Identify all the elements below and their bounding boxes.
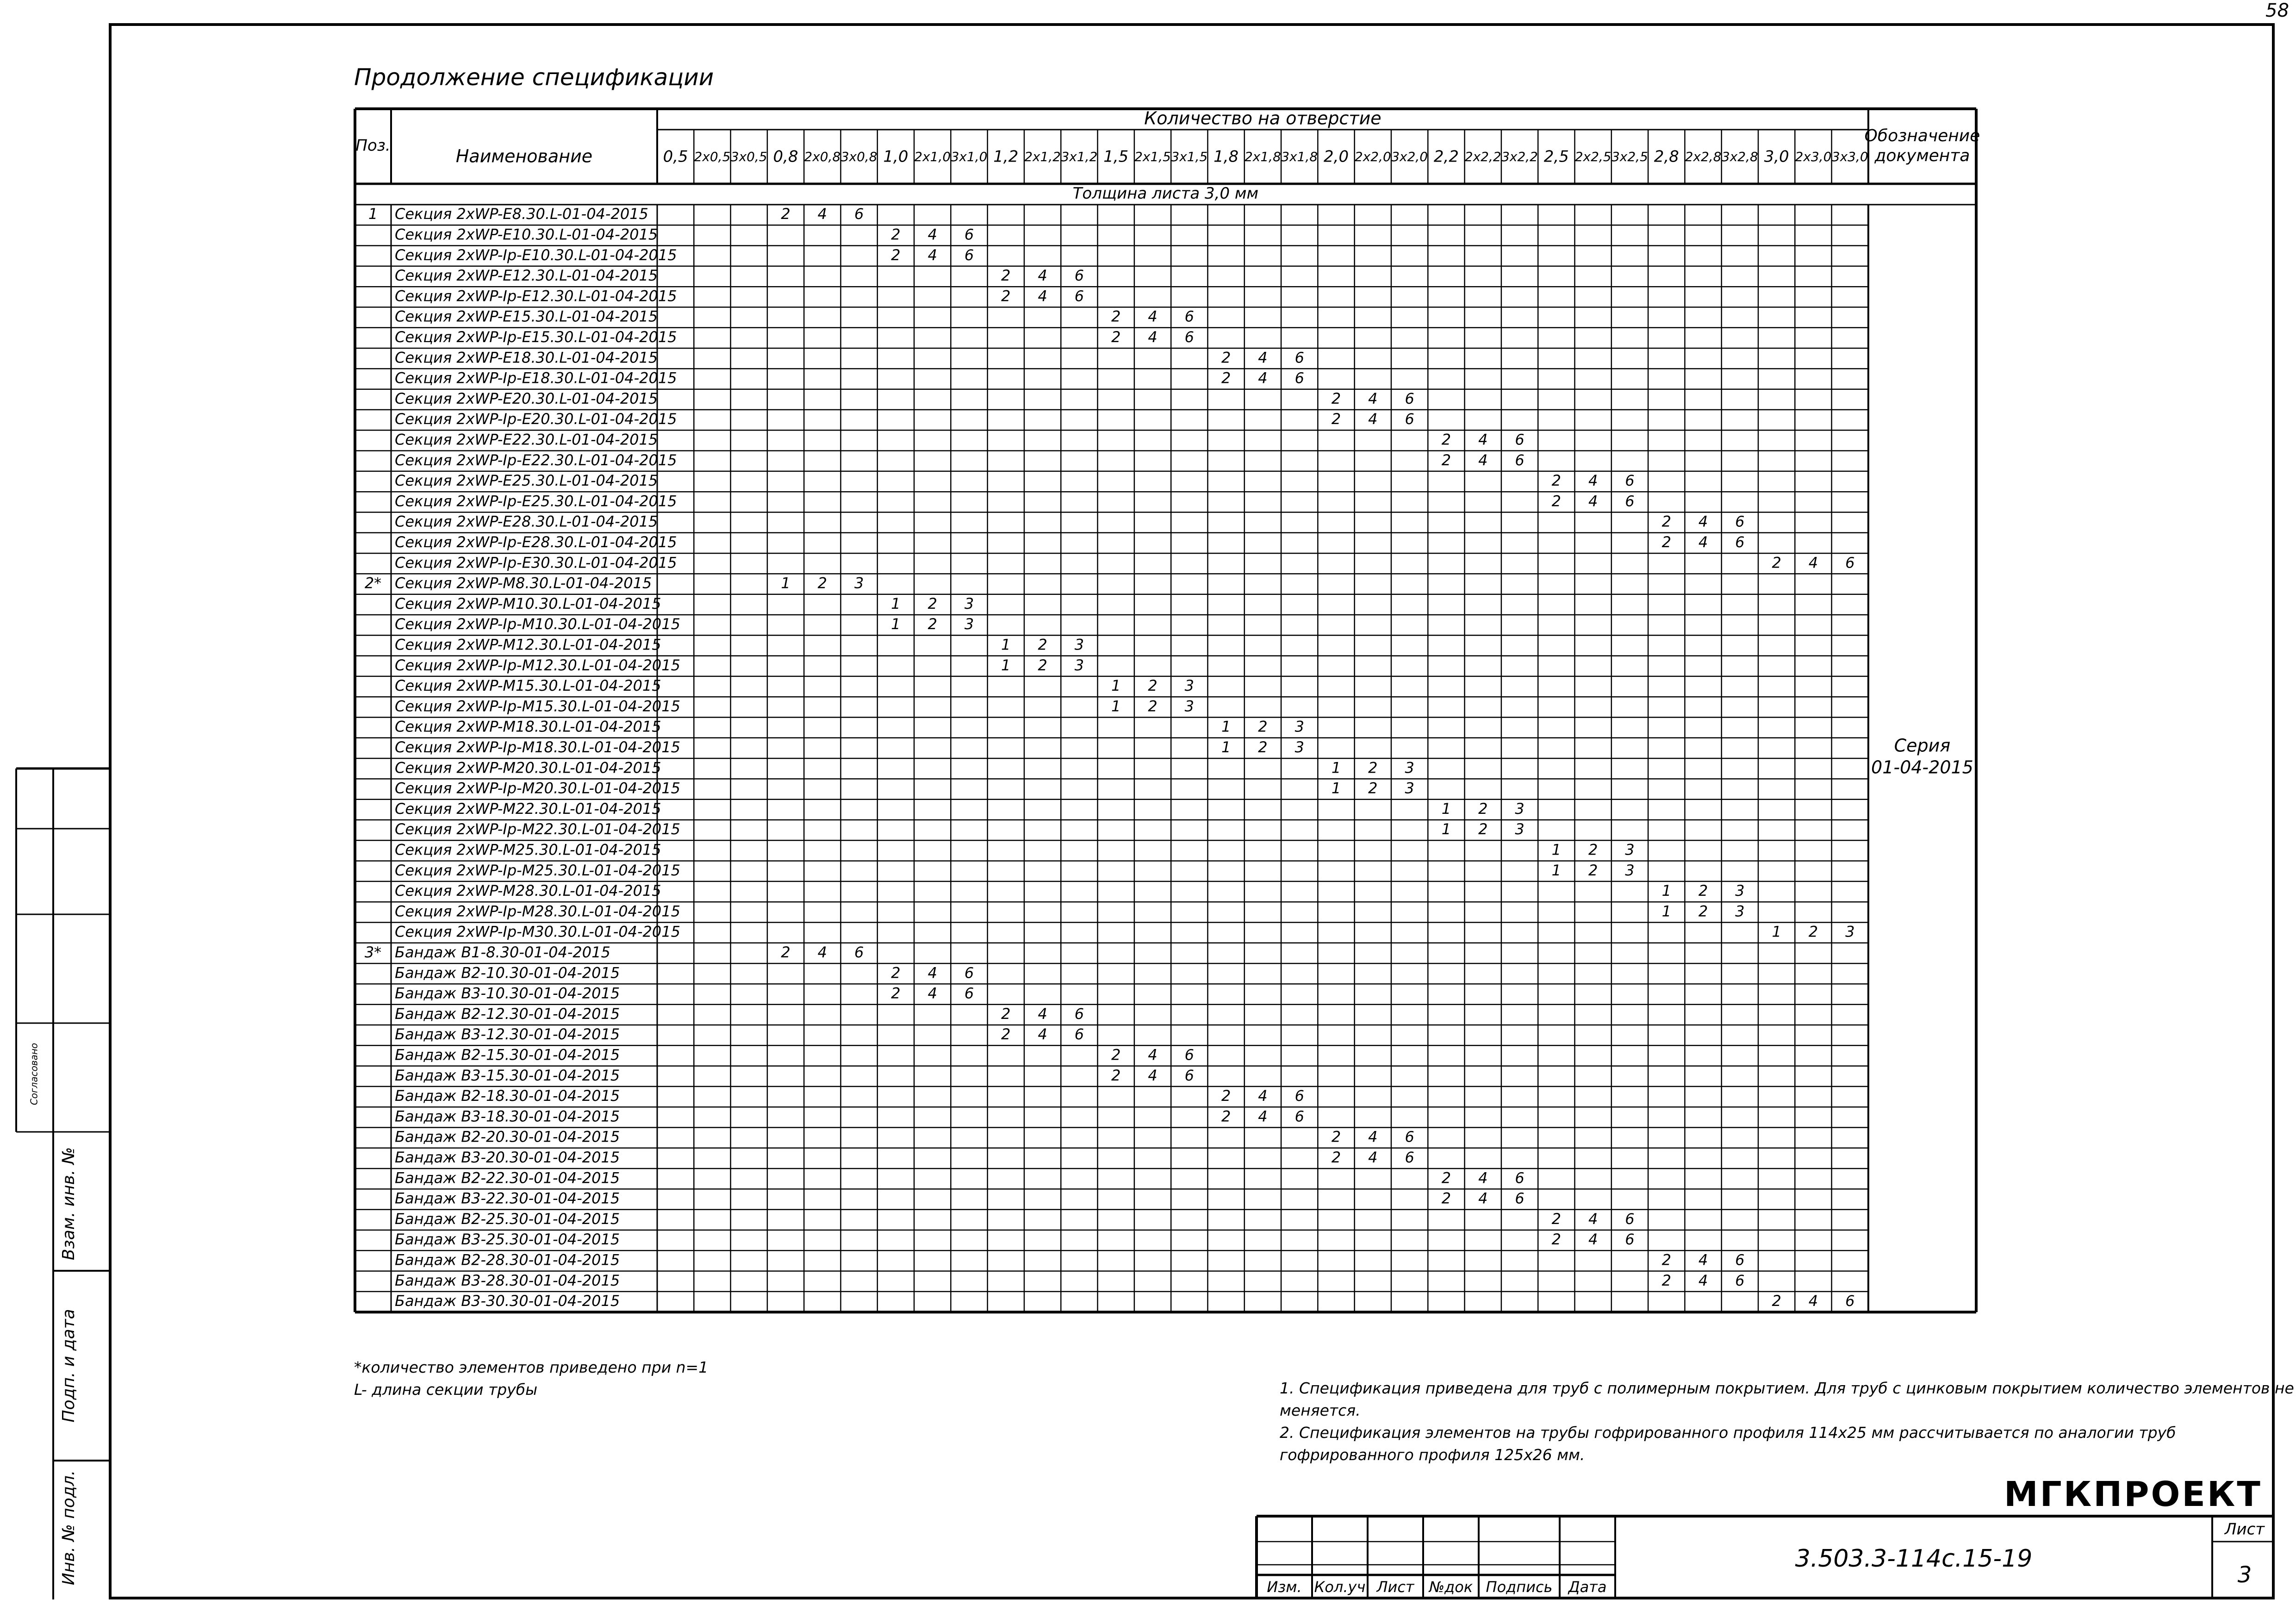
row-qty-value: 6 bbox=[1294, 369, 1304, 387]
row-qty-value: 6 bbox=[1735, 533, 1745, 551]
header-column-18: 3x1,8 bbox=[1281, 149, 1318, 164]
row-qty-value: 2 bbox=[1368, 759, 1378, 777]
header-column-5: 2x0,8 bbox=[804, 149, 841, 164]
header-column-32: 2x3,0 bbox=[1795, 149, 1832, 164]
row-name: Бандаж B1-8.30-01-04-2015 bbox=[395, 943, 610, 961]
row-qty-value: 3 bbox=[964, 594, 974, 612]
row-qty-value: 6 bbox=[964, 246, 974, 264]
row-name: Секция 2хWP-M18.30.L-01-04-2015 bbox=[395, 718, 661, 736]
row-qty-value: 2 bbox=[1478, 800, 1488, 818]
header-column-24: 3x2,2 bbox=[1501, 149, 1538, 164]
row-qty-value: 2 bbox=[1331, 1128, 1341, 1146]
header-column-12: 3x1,2 bbox=[1061, 149, 1098, 164]
note-1: 1. Спецификация приведена для труб с полимерным покрытием. Для труб с цинковым покрытием количество элементов не меняется. bbox=[1280, 1379, 2294, 1419]
row-name: Секция 2хWP-Ip-M22.30.L-01-04-2015 bbox=[395, 820, 680, 838]
row-name: Секция 2хWP-M22.30.L-01-04-2015 bbox=[395, 800, 661, 818]
header-column-14: 2x1,5 bbox=[1134, 149, 1171, 164]
header-column-11: 2x1,2 bbox=[1024, 149, 1061, 164]
row-qty-value: 1 bbox=[1551, 841, 1562, 859]
row-qty-value: 6 bbox=[1625, 1230, 1635, 1249]
row-qty-value: 2 bbox=[1001, 287, 1011, 305]
row-qty-value: 6 bbox=[1625, 472, 1635, 490]
row-name: Бандаж B2-10.30-01-04-2015 bbox=[395, 964, 620, 982]
row-qty-value: 6 bbox=[1845, 554, 1855, 572]
row-qty-value: 1 bbox=[1111, 697, 1121, 715]
header-column-29: 2x2,8 bbox=[1685, 149, 1722, 164]
row-qty-value: 3 bbox=[1405, 779, 1414, 797]
header-column-30: 3x2,8 bbox=[1721, 149, 1758, 164]
row-name: Секция 2хWP-E10.30.L-01-04-2015 bbox=[395, 225, 658, 244]
row-qty-value: 4 bbox=[1148, 307, 1157, 325]
header-column-7: 1,0 bbox=[883, 147, 908, 166]
row-qty-value: 4 bbox=[1368, 410, 1378, 428]
row-name: Секция 2хWP-Ip-M25.30.L-01-04-2015 bbox=[395, 861, 680, 879]
row-qty-value: 4 bbox=[1368, 1148, 1378, 1166]
row-qty-value: 2 bbox=[1551, 1230, 1562, 1249]
row-name: Секция 2хWP-Ip-E12.30.L-01-04-2015 bbox=[395, 287, 677, 305]
stamp-header-1: Изм. bbox=[1267, 1578, 1302, 1596]
row-qty-value: 4 bbox=[1258, 369, 1268, 387]
row-qty-value: 2 bbox=[1111, 1066, 1121, 1084]
header-column-4: 0,8 bbox=[773, 147, 798, 166]
row-name: Секция 2хWP-Ip-M15.30.L-01-04-2015 bbox=[395, 697, 680, 715]
signature-date-label: Подп. и дата bbox=[59, 1309, 78, 1423]
row-name: Секция 2хWP-Ip-M18.30.L-01-04-2015 bbox=[395, 738, 680, 756]
sheet-label: Лист bbox=[2224, 1520, 2265, 1539]
row-qty-value: 2 bbox=[1441, 431, 1451, 449]
row-qty-value: 3 bbox=[1515, 820, 1524, 838]
row-qty-value: 1 bbox=[1221, 738, 1231, 756]
row-qty-value: 6 bbox=[1074, 1005, 1084, 1023]
row-qty-value: 2 bbox=[781, 943, 790, 961]
row-pos: 2* bbox=[364, 574, 382, 592]
row-qty-value: 4 bbox=[927, 984, 937, 1002]
header-column-1: 0,5 bbox=[663, 147, 688, 166]
row-qty-value: 4 bbox=[817, 205, 828, 223]
row-qty-value: 2 bbox=[1331, 1148, 1341, 1166]
row-qty-value: 1 bbox=[1001, 656, 1011, 674]
row-qty-value: 2 bbox=[1111, 328, 1121, 346]
row-name: Секция 2хWP-E15.30.L-01-04-2015 bbox=[395, 307, 658, 325]
row-qty-value: 4 bbox=[1588, 1210, 1598, 1228]
row-qty-value: 2 bbox=[1588, 861, 1598, 879]
row-qty-value: 4 bbox=[1588, 1230, 1598, 1249]
row-name: Секция 2хWP-Ip-E28.30.L-01-04-2015 bbox=[395, 533, 677, 551]
row-qty-value: 2 bbox=[1661, 533, 1671, 551]
row-qty-value: 2 bbox=[1258, 738, 1268, 756]
row-name: Секция 2хWP-M10.30.L-01-04-2015 bbox=[395, 594, 661, 612]
header-column-15: 3x1,5 bbox=[1171, 149, 1208, 164]
row-qty-value: 4 bbox=[1698, 1251, 1708, 1269]
stamp-header-6: Дата bbox=[1568, 1578, 1607, 1596]
row-qty-value: 2 bbox=[1148, 697, 1157, 715]
row-qty-value: 6 bbox=[1735, 1251, 1745, 1269]
row-qty-value: 4 bbox=[1038, 287, 1047, 305]
row-qty-value: 2 bbox=[1441, 1189, 1451, 1207]
row-qty-value: 4 bbox=[927, 246, 937, 264]
section-title: Толщина листа 3,0 мм bbox=[1072, 184, 1259, 203]
doc-series: Серия bbox=[1894, 735, 1951, 756]
page-title: Продолжение спецификации bbox=[354, 64, 714, 91]
row-qty-value: 3 bbox=[1735, 882, 1745, 900]
header-name: Наименование bbox=[455, 146, 593, 167]
row-name: Секция 2хWP-M15.30.L-01-04-2015 bbox=[395, 677, 661, 695]
row-qty-value: 3 bbox=[1625, 841, 1635, 859]
row-qty-value: 2 bbox=[1331, 410, 1341, 428]
row-qty-value: 4 bbox=[1148, 1046, 1157, 1064]
header-column-23: 2x2,2 bbox=[1464, 149, 1501, 164]
row-qty-value: 3 bbox=[1074, 636, 1084, 654]
row-qty-value: 3 bbox=[1184, 677, 1195, 695]
row-name: Бандаж B3-20.30-01-04-2015 bbox=[395, 1148, 620, 1166]
company-logo: МГКПРОЕКТ bbox=[2004, 1474, 2262, 1514]
row-qty-value: 6 bbox=[1625, 492, 1635, 510]
row-qty-value: 4 bbox=[1148, 328, 1157, 346]
row-name: Секция 2хWP-Ip-E10.30.L-01-04-2015 bbox=[395, 246, 677, 264]
row-qty-value: 2 bbox=[1478, 820, 1488, 838]
row-qty-value: 4 bbox=[1258, 349, 1268, 367]
row-qty-value: 1 bbox=[1441, 820, 1451, 838]
row-qty-value: 6 bbox=[1625, 1210, 1635, 1228]
row-qty-value: 3 bbox=[1405, 759, 1414, 777]
row-qty-value: 2 bbox=[1148, 677, 1157, 695]
row-name: Бандаж B3-22.30-01-04-2015 bbox=[395, 1189, 620, 1207]
row-qty-value: 1 bbox=[1441, 800, 1451, 818]
row-qty-value: 1 bbox=[1221, 718, 1231, 736]
stamp-header-2: Кол.уч bbox=[1314, 1578, 1366, 1596]
row-qty-value: 2 bbox=[927, 615, 937, 633]
row-qty-value: 6 bbox=[1515, 1169, 1524, 1187]
row-qty-value: 1 bbox=[1331, 779, 1341, 797]
row-qty-value: 2 bbox=[891, 984, 901, 1002]
row-qty-value: 6 bbox=[1405, 1128, 1414, 1146]
row-qty-value: 2 bbox=[1368, 779, 1378, 797]
row-qty-value: 6 bbox=[1405, 410, 1414, 428]
row-name: Секция 2хWP-M20.30.L-01-04-2015 bbox=[395, 759, 661, 777]
row-qty-value: 6 bbox=[1294, 349, 1304, 367]
row-qty-value: 1 bbox=[1111, 677, 1121, 695]
row-qty-value: 4 bbox=[1148, 1066, 1157, 1084]
row-qty-value: 2 bbox=[1258, 718, 1268, 736]
header-column-17: 2x1,8 bbox=[1244, 149, 1281, 164]
row-qty-value: 1 bbox=[1331, 759, 1341, 777]
row-qty-value: 6 bbox=[1184, 1046, 1195, 1064]
row-name: Секция 2хWP-E8.30.L-01-04-2015 bbox=[395, 205, 648, 223]
row-name: Бандаж B2-12.30-01-04-2015 bbox=[395, 1005, 620, 1023]
row-qty-value: 2 bbox=[1661, 512, 1671, 531]
footnote-1: *количество элементов приведено при n=1 bbox=[354, 1358, 709, 1376]
header-column-10: 1,2 bbox=[993, 147, 1019, 166]
row-name: Секция 2хWP-Ip-E25.30.L-01-04-2015 bbox=[395, 492, 677, 510]
row-qty-value: 3 bbox=[1515, 800, 1524, 818]
row-qty-value: 2 bbox=[891, 964, 901, 982]
row-qty-value: 1 bbox=[1661, 882, 1671, 900]
header-pos: Поз. bbox=[355, 136, 391, 155]
row-qty-value: 6 bbox=[1294, 1107, 1304, 1125]
row-qty-value: 2 bbox=[1441, 451, 1451, 469]
header-qty-group: Количество на отверстие bbox=[1144, 108, 1381, 129]
row-qty-value: 2 bbox=[1588, 841, 1598, 859]
row-qty-value: 3 bbox=[1294, 718, 1304, 736]
row-qty-value: 3 bbox=[1184, 697, 1195, 715]
row-qty-value: 6 bbox=[1184, 1066, 1195, 1084]
row-qty-value: 4 bbox=[1478, 431, 1488, 449]
row-qty-value: 4 bbox=[1368, 1128, 1378, 1146]
header-column-27: 3x2,5 bbox=[1611, 149, 1648, 164]
row-qty-value: 1 bbox=[1551, 861, 1562, 879]
row-qty-value: 2 bbox=[1551, 492, 1562, 510]
row-name: Бандаж B2-18.30-01-04-2015 bbox=[395, 1087, 620, 1105]
header-column-21: 3x2,0 bbox=[1391, 149, 1428, 164]
row-name: Бандаж B2-22.30-01-04-2015 bbox=[395, 1169, 620, 1187]
row-name: Бандаж B3-15.30-01-04-2015 bbox=[395, 1066, 620, 1084]
header-column-3: 3x0,5 bbox=[730, 149, 767, 164]
row-name: Секция 2хWP-M25.30.L-01-04-2015 bbox=[395, 841, 661, 859]
row-qty-value: 6 bbox=[1405, 1148, 1414, 1166]
original-inv-label: Инв. № подл. bbox=[59, 1470, 78, 1586]
row-qty-value: 2 bbox=[1661, 1271, 1671, 1289]
row-qty-value: 1 bbox=[1661, 902, 1671, 920]
row-qty-value: 3 bbox=[1735, 902, 1745, 920]
row-qty-value: 2 bbox=[1772, 554, 1781, 572]
row-qty-value: 2 bbox=[1038, 636, 1047, 654]
row-qty-value: 2 bbox=[1698, 882, 1708, 900]
row-qty-value: 4 bbox=[1368, 389, 1378, 407]
row-qty-value: 6 bbox=[1735, 512, 1745, 531]
replace-inv-label: Взам. инв. № bbox=[59, 1147, 78, 1261]
header-column-8: 2x1,0 bbox=[914, 149, 951, 164]
header-column-31: 3,0 bbox=[1764, 147, 1789, 166]
row-qty-value: 1 bbox=[1001, 636, 1011, 654]
row-qty-value: 6 bbox=[1735, 1271, 1745, 1289]
row-qty-value: 4 bbox=[1258, 1107, 1268, 1125]
row-qty-value: 6 bbox=[1294, 1087, 1304, 1105]
row-pos: 3* bbox=[364, 943, 382, 961]
row-qty-value: 2 bbox=[817, 574, 828, 592]
header-column-25: 2,5 bbox=[1543, 147, 1569, 166]
row-qty-value: 1 bbox=[891, 594, 901, 612]
page-number: 58 bbox=[2265, 0, 2289, 21]
row-qty-value: 2 bbox=[1808, 923, 1818, 941]
agreed-label: Согласовано bbox=[28, 1043, 40, 1106]
row-qty-value: 2 bbox=[1772, 1292, 1781, 1310]
row-qty-value: 2 bbox=[1221, 1087, 1231, 1105]
row-qty-value: 4 bbox=[1588, 472, 1598, 490]
row-qty-value: 4 bbox=[1588, 492, 1598, 510]
header-column-26: 2x2,5 bbox=[1574, 149, 1612, 164]
row-qty-value: 6 bbox=[964, 225, 974, 244]
header-column-20: 2x2,0 bbox=[1354, 149, 1391, 164]
header-column-9: 3x1,0 bbox=[951, 149, 988, 164]
row-qty-value: 2 bbox=[1038, 656, 1047, 674]
row-name: Секция 2хWP-E12.30.L-01-04-2015 bbox=[395, 267, 658, 285]
row-qty-value: 2 bbox=[1551, 472, 1562, 490]
row-qty-value: 6 bbox=[964, 964, 974, 982]
row-name: Секция 2хWP-Ip-M28.30.L-01-04-2015 bbox=[395, 902, 680, 920]
row-name: Секция 2хWP-Ip-M10.30.L-01-04-2015 bbox=[395, 615, 680, 633]
row-qty-value: 6 bbox=[1074, 287, 1084, 305]
row-name: Секция 2хWP-Ip-E15.30.L-01-04-2015 bbox=[395, 328, 677, 346]
row-qty-value: 3 bbox=[964, 615, 974, 633]
row-qty-value: 3 bbox=[1074, 656, 1084, 674]
drawing-designation: 3.503.3-114с.15-19 bbox=[1795, 1545, 2033, 1573]
row-qty-value: 3 bbox=[1294, 738, 1304, 756]
header-column-16: 1,8 bbox=[1213, 147, 1239, 166]
row-name: Секция 2хWP-M12.30.L-01-04-2015 bbox=[395, 636, 661, 654]
header-column-2: 2x0,5 bbox=[694, 149, 731, 164]
row-name: Секция 2хWP-M28.30.L-01-04-2015 bbox=[395, 882, 661, 900]
row-qty-value: 6 bbox=[854, 205, 864, 223]
row-name: Бандаж B2-15.30-01-04-2015 bbox=[395, 1046, 620, 1064]
row-qty-value: 6 bbox=[1515, 1189, 1524, 1207]
row-qty-value: 4 bbox=[1478, 1169, 1488, 1187]
row-qty-value: 4 bbox=[1478, 1189, 1488, 1207]
row-qty-value: 2 bbox=[1221, 369, 1231, 387]
row-qty-value: 6 bbox=[964, 984, 974, 1002]
row-name: Секция 2хWP-M8.30.L-01-04-2015 bbox=[395, 574, 652, 592]
row-qty-value: 2 bbox=[891, 246, 901, 264]
row-qty-value: 6 bbox=[1845, 1292, 1855, 1310]
row-qty-value: 6 bbox=[1515, 451, 1524, 469]
row-qty-value: 3 bbox=[854, 574, 864, 592]
row-name: Бандаж B2-28.30-01-04-2015 bbox=[395, 1251, 620, 1269]
row-qty-value: 2 bbox=[891, 225, 901, 244]
row-name: Бандаж B3-28.30-01-04-2015 bbox=[395, 1271, 620, 1289]
stamp-header-4: №док bbox=[1429, 1578, 1473, 1596]
row-qty-value: 2 bbox=[927, 594, 937, 612]
row-name: Секция 2хWP-Ip-M30.30.L-01-04-2015 bbox=[395, 923, 680, 941]
row-name: Секция 2хWP-Ip-E18.30.L-01-04-2015 bbox=[395, 369, 677, 387]
row-name: Секция 2хWP-E18.30.L-01-04-2015 bbox=[395, 349, 658, 367]
stamp-header-3: Лист bbox=[1376, 1578, 1414, 1596]
row-qty-value: 1 bbox=[1772, 923, 1781, 941]
row-name: Секция 2хWP-Ip-E30.30.L-01-04-2015 bbox=[395, 554, 677, 572]
row-qty-value: 6 bbox=[1074, 1025, 1084, 1043]
row-qty-value: 4 bbox=[927, 964, 937, 982]
row-qty-value: 2 bbox=[1111, 1046, 1121, 1064]
row-qty-value: 4 bbox=[1038, 267, 1047, 285]
row-qty-value: 4 bbox=[1038, 1025, 1047, 1043]
header-column-33: 3x3,0 bbox=[1831, 149, 1868, 164]
row-qty-value: 4 bbox=[1478, 451, 1488, 469]
row-qty-value: 6 bbox=[854, 943, 864, 961]
row-qty-value: 2 bbox=[1111, 307, 1121, 325]
row-qty-value: 2 bbox=[1001, 267, 1011, 285]
row-qty-value: 2 bbox=[1441, 1169, 1451, 1187]
row-name: Секция 2хWP-Ip-E22.30.L-01-04-2015 bbox=[395, 451, 677, 469]
header-doc: Обозначение bbox=[1864, 126, 1980, 145]
header-column-19: 2,0 bbox=[1324, 147, 1349, 166]
row-qty-value: 4 bbox=[1698, 1271, 1708, 1289]
row-name: Бандаж B3-30.30-01-04-2015 bbox=[395, 1292, 620, 1310]
row-name: Секция 2хWP-E25.30.L-01-04-2015 bbox=[395, 472, 658, 490]
stamp-header-5: Подпись bbox=[1486, 1578, 1553, 1596]
row-name: Бандаж B3-18.30-01-04-2015 bbox=[395, 1107, 620, 1125]
row-qty-value: 2 bbox=[1331, 389, 1341, 407]
row-name: Секция 2хWP-Ip-M12.30.L-01-04-2015 bbox=[395, 656, 680, 674]
row-name: Секция 2хWP-Ip-M20.30.L-01-04-2015 bbox=[395, 779, 680, 797]
row-name: Секция 2хWP-E28.30.L-01-04-2015 bbox=[395, 512, 658, 531]
row-qty-value: 4 bbox=[1258, 1087, 1268, 1105]
row-name: Бандаж B2-25.30-01-04-2015 bbox=[395, 1210, 620, 1228]
header-column-6: 3x0,8 bbox=[840, 149, 877, 164]
row-name: Бандаж B2-20.30-01-04-2015 bbox=[395, 1128, 620, 1146]
row-qty-value: 4 bbox=[817, 943, 828, 961]
row-qty-value: 6 bbox=[1184, 328, 1195, 346]
row-name: Секция 2хWP-E20.30.L-01-04-2015 bbox=[395, 389, 658, 407]
row-pos: 1 bbox=[368, 205, 378, 223]
row-qty-value: 6 bbox=[1405, 389, 1414, 407]
row-qty-value: 2 bbox=[1698, 902, 1708, 920]
row-qty-value: 4 bbox=[1698, 533, 1708, 551]
sheet-number: 3 bbox=[2237, 1562, 2252, 1588]
footnote-2: L- длина секции трубы bbox=[354, 1380, 538, 1399]
row-qty-value: 2 bbox=[1001, 1025, 1011, 1043]
row-name: Бандаж B3-25.30-01-04-2015 bbox=[395, 1230, 620, 1249]
row-qty-value: 2 bbox=[1551, 1210, 1562, 1228]
row-qty-value: 1 bbox=[891, 615, 901, 633]
row-qty-value: 4 bbox=[1698, 512, 1708, 531]
header-column-13: 1,5 bbox=[1103, 147, 1129, 166]
row-qty-value: 6 bbox=[1074, 267, 1084, 285]
note-2: 2. Спецификация элементов на трубы гофрированного профиля 114x25 мм рассчитывается по аналогии труб гофрированного профиля 125x26 мм. bbox=[1280, 1424, 2176, 1464]
row-qty-value: 2 bbox=[1001, 1005, 1011, 1023]
row-qty-value: 2 bbox=[781, 205, 790, 223]
row-qty-value: 1 bbox=[781, 574, 790, 592]
row-qty-value: 2 bbox=[1221, 349, 1231, 367]
row-name: Секция 2хWP-Ip-E20.30.L-01-04-2015 bbox=[395, 410, 677, 428]
row-name: Секция 2хWP-E22.30.L-01-04-2015 bbox=[395, 431, 658, 449]
doc-series-number: 01-04-2015 bbox=[1871, 757, 1973, 778]
row-qty-value: 4 bbox=[1808, 554, 1818, 572]
row-qty-value: 3 bbox=[1845, 923, 1855, 941]
row-qty-value: 6 bbox=[1515, 431, 1524, 449]
header-doc: документа bbox=[1874, 146, 1970, 165]
row-qty-value: 4 bbox=[927, 225, 937, 244]
header-column-22: 2,2 bbox=[1433, 147, 1459, 166]
row-qty-value: 2 bbox=[1661, 1251, 1671, 1269]
row-name: Бандаж B3-12.30-01-04-2015 bbox=[395, 1025, 620, 1043]
row-qty-value: 2 bbox=[1221, 1107, 1231, 1125]
row-qty-value: 4 bbox=[1038, 1005, 1047, 1023]
row-qty-value: 4 bbox=[1808, 1292, 1818, 1310]
row-name: Бандаж B3-10.30-01-04-2015 bbox=[395, 984, 620, 1002]
header-column-28: 2,8 bbox=[1654, 147, 1679, 166]
row-qty-value: 3 bbox=[1625, 861, 1635, 879]
row-qty-value: 6 bbox=[1184, 307, 1195, 325]
